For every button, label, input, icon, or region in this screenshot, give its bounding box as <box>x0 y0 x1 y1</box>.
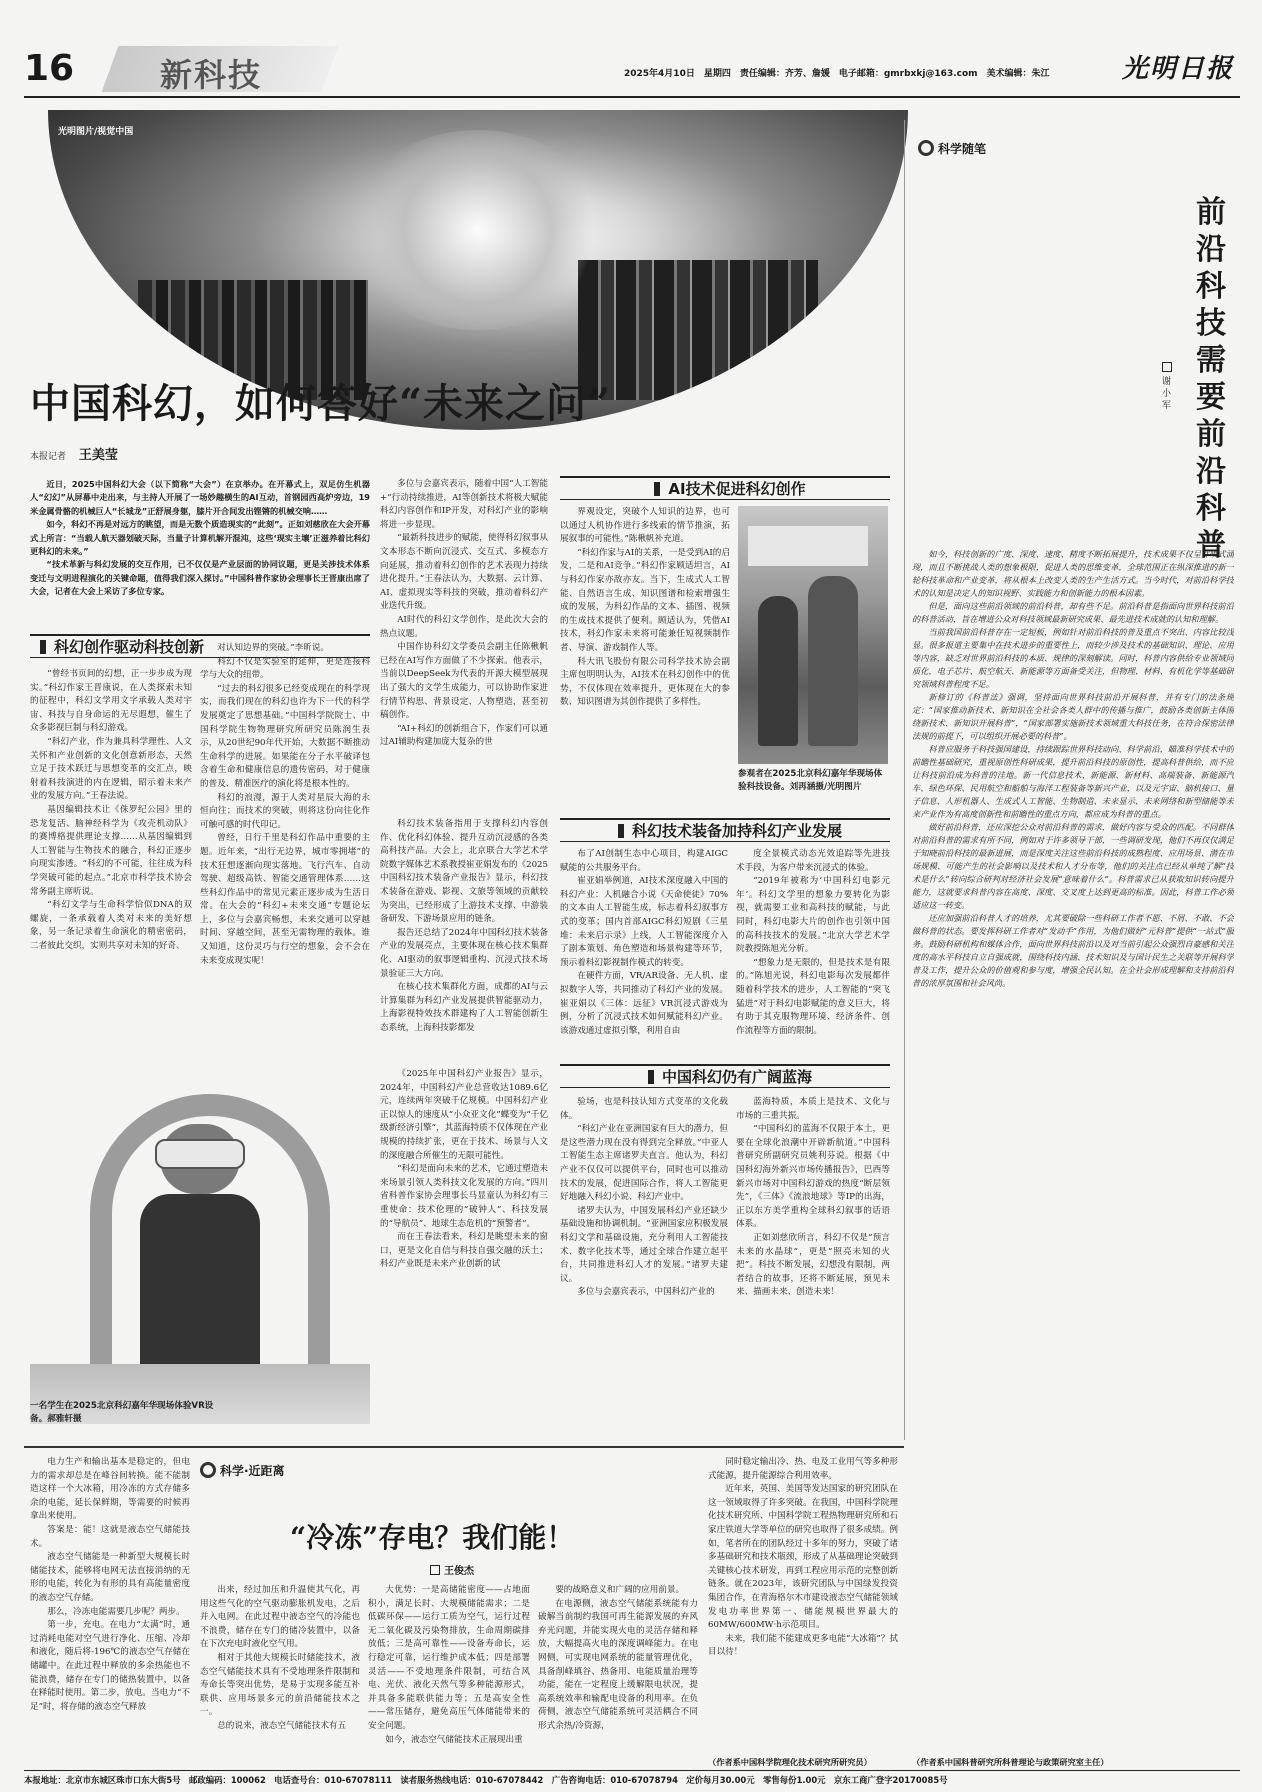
s3c1-p2: 报告还总结了2024年中国科幻技术装备产业的发展亮点，主要体现在核心技术集群化、AI驱动的叙事逻辑重构、沉浸式技术场景验证三大方向。 <box>380 927 548 979</box>
hero-photo-credit: 光明图片/视觉中国 <box>58 127 134 137</box>
s1c1-p1: “曾经书页间的幻想，正一步步成为现实。”科幻作家王晋康说，在人类探索未知的征程中，科幻文学用文字承载人类对宇宙、科技与自身命运的无尽遐想，催生了众多影视巨制与科幻游戏。 <box>30 669 192 734</box>
s3c1-p1: 科幻技术装备指用于支撑科幻内容创作、优化科幻体验、提升互动沉浸感的各类高科技产品。大会上，北京联合大学艺术学院数字媒体艺术系教授崔亚娟发布的《2025中国科幻技术装备产业报告》显示，科幻技术装备在游戏、影视、文旅等领域的贡献较为突出，已经形成了上游技术支撑、中游装备研发、下游场景应用的链条。 <box>380 819 548 925</box>
masthead-rule <box>24 96 1240 98</box>
section-title: 新科技 <box>160 56 263 94</box>
s1c2-p3: “过去的科幻很多已经变成现在的科学现实，而我们现在的科幻也许为下一代的科学发展奠定了思想基础。”中国科学院院士、中国科学院生物物理研究所研究员陈润生表示，从20世纪90年代开始，大数据不断推动生命科学的进展。如果能在分子水平破译包含着生命和健康信息的遗传密码，对于健康的普及、精准医疗的演化将是根本性的。 <box>200 683 370 789</box>
s3-subhead <box>560 818 890 842</box>
s3c3-p2: “2019年被称为‘中国科幻电影元年’。科幻文学里的想象力要转化为影视，就需要工业和高科技的赋能，与此同时，科幻电影大片的创作也引领中国的高科技技术的发展。”北京大学艺术学院教授陈旭光分析。 <box>736 876 890 955</box>
newspaper-logo: 光明日报 <box>1122 54 1235 84</box>
s1c1-p4: “科幻文学与生命科学恰似DNA的双螺旋，一条承载着人类对未来的美好想象，另一条记录着生命演化的精密密码，二者彼此交织，实则共享对未知的好奇、 <box>30 900 192 951</box>
lead-paragraphs <box>30 478 370 628</box>
exhibition-photo-caption: 参观者在2025北京科幻嘉年华现场体验科技设备。刘再涵摄/光明图片 <box>738 769 883 792</box>
subhead-mark <box>654 482 660 496</box>
s4-subhead <box>560 1064 890 1088</box>
sidebar-p4: 新修订的《科普法》强调，坚持面向世界科技前沿开展科普，并有专门的法条规定：“国家推动新技术、新知识在全社会各类人群中的传播与推广，鼓励各类创新主体围绕新技术、新知识开展科普”，“国家部署实施新技术领域重大科技任务，在符合保密法律法规的前提下，可以组织开展必要的科普”。 <box>912 692 1234 741</box>
s1c1-p2: “科幻产业，作为兼具科学理性、人文关怀和产业创新的文化创意新形态，天然立足于技术跃迁与思想变革的交汇点，映射着科技演进的内在逻辑，昭示着未来产业的发展方向。”王春法说。 <box>30 736 192 802</box>
sidebar-p2: 但是，面向这些前沿领域的前沿科普，却有些不足。前沿科普是指面向世界科技前沿的科普活动，旨在增进公众对科技领域最新研究成果、最先进技术成就的认知和理解。 <box>912 601 1234 624</box>
author-box-icon <box>430 1565 440 1575</box>
s1c2-p4: 科幻的浪漫，源于人类对星辰大海的永恒向往；而技术的突破，则将这份向往化作可触可感的时代印记。 <box>200 792 370 830</box>
s2c1-p3: 科大讯飞股份有限公司科学技术协会副主席包明明认为，AI技术在科幻创作中的优势，不仅体现在效率提升，更体现在大的参数、知识图谱为其创作提供了多样性。 <box>560 656 730 708</box>
s2-column-1 <box>560 506 730 806</box>
photo-vr-headset <box>155 1139 245 1169</box>
sidebar-p1: 如今，科技创新的广度、深度、速度、精度不断拓展提升，技术成果不仅呈井喷式涌现，而且不断挑战人类的想象极限，促进人类的思维变革，全球范围正在纵深推进的新一轮科技革命和产业变革，将从根本上改变人类的生产生活方式。当今时代，对前沿科学技术的认知是决定人的知识视野、实践能力和创新能力的根本因素。 <box>912 549 1234 598</box>
bottom-author: 王俊杰 <box>444 1566 474 1577</box>
bm3-p1: 要的战略意义和广阔的应用前景。 <box>555 1585 685 1595</box>
footer-info: 本报地址：北京市东城区珠市口东大街5号 邮政编码：100062 电话查号台：010-67078111 读者服务热线电话：010-67078442 广告咨询电话：010-67078794 定价每月30.00元 零售每份1.00元 京东工商广登字20170085号 <box>24 1775 948 1785</box>
article-headline: 中国科幻，如何答好“未来之问” <box>30 380 612 427</box>
subhead-mark <box>40 640 46 654</box>
s1c3-p2: “最新科技进步的赋能，使得科幻叙事从文本形态不断向沉浸式、交互式、多模态方向延展，推动着科幻创作的艺术表现力持续进化提升。”王春法认为，大数据、云计算、AI、虚拟现实等科技的突破，推动着科幻产业迭代升级。 <box>380 533 548 612</box>
s1-column-1 <box>30 668 192 1058</box>
vr-photo-caption: 一名学生在2025北京科幻嘉年华现场体验VR设备。郝雅轩摄 <box>30 1401 214 1424</box>
photo-figure-a <box>758 596 798 746</box>
byline <box>30 444 118 463</box>
s4c1-p4: 多位与会嘉宾表示，中国科幻产业的 <box>577 1287 715 1298</box>
br-p3: 未来，我们能不能建成更多电能“大冰箱”？拭目以待！ <box>708 1633 898 1658</box>
sidebar-p7: 还应加强前沿科普人才的培养，尤其要破除一些科研工作者不愿、不屑、不敢、不会做科普的状态。要发挥科研工作者对“发动手”作用，为他们做好“元科普”提供“一站式”服务。鼓励科研机构和媒体合作，面向世界科技前沿以及对当前引起公众强烈自豪感和关注度的高水平科技自立自强成就，围绕科技内涵、技术知识及与国计民生之关联等开展科学普及工作，提升公众的价值观和参与度，增强全民认知。在全社会形成理解和支持前沿科普的浓厚氛围和社会风尚。 <box>912 913 1234 988</box>
s4c1-p2: “科幻产业在亚洲国家有巨大的潜力，但是这些潜力现在没有得到完全释放。”中亚人工智能生态主席诸罗夫直言。他认为，科幻产业不仅仅可以提供平台，同时也可以推动技术的发展，促进国际合作，将人工智能更好地融入科幻小说、科幻产业中。 <box>560 1124 728 1203</box>
sidebar-author <box>1162 362 1176 412</box>
bm1-p2: 相对于其他大规模长时储能技术，液态空气储能技术具有不受地理条件限制和寿命长等突出优势，是易于实现多能互补联供、应用场景多元的前沿储能技术之一。 <box>200 1652 360 1718</box>
bm2-p2: 如今，液态空气储能技术正展现出重 <box>385 1734 523 1745</box>
bl-p5: 第一步，充电。在电力“太满”时，通过消耗电能对空气进行净化、压缩、冷却和液化，随后将-196℃的液态空气存储在储罐中。在此过程中释放的多余热能也不能浪费，储存在专门的储热装置中，以备在释能时使用。第二步，放电。当电力“不足”时，将存储的液态空气释放 <box>30 1620 190 1712</box>
bottom-mid-column-3 <box>538 1584 698 1754</box>
sidebar-p3: 当前我国前沿科普存在一定短板，例如针对前沿科技的普及重点不突出、内容比较浅显。很多报道主要集中在技术进步的重要性上，而较少涉及技术的基础知识、理论、应用等内容，缺乏对世界前沿科技的本质、规律的深刻解读。同时，科普内容供给专业领域同质化，电子芯片、航空航天、新能源等方面备受关注，但物理、材料、有机化学等基础研究领域科普程度不足。 <box>912 627 1234 689</box>
s4-column-1 <box>560 1096 728 1408</box>
br-p2: 近年来，英国、美国等发达国家的研究团队在这一领域取得了许多突破。在我国，中国科学院理化技术研究所、中国科学院工程热物理研究所和石家庄铁道大学等单位的研究也取得了很多成绩。例如，笔者所在的团队经过十多年的努力，突破了诸多基础研究和技术瓶颈，形成了从基础理论突破到关键核心技术研发，再到工程应用示范的完整创新链条。就在2023年，该研究团队与中国绿发投资集团合作，在青海格尔木市建设液态空气储能领域发电功率世界第一、储能规模世界最大的60MW/600MW·h示范项目。 <box>708 1484 898 1631</box>
bottom-mid-column-2 <box>368 1584 530 1754</box>
s1c2-p1: 对认知边界的突破。”李昕说。 <box>217 643 330 653</box>
s4c2-p1: 蓝海特质，本质上是技术、文化与市场的三重共振。 <box>736 1097 890 1121</box>
sidebar-p6: 做好前沿科普，还应深挖公众对前沿科普的需求，做好内容与受众的匹配。不同群体对前沿科普的需求有所不同，例如对于许多领导干部，一些调研发现，他们不再仅仅满足于知晓前沿科技的最新进展，而是深度关注这些前沿科技的成熟程度、应用场景、潜在市场规模、可能产生的社会影响以及技术和人才分布等，他们的关注点已经从单纯了解“技术是什么”转向综合研判对经济社会发展“意味着什么”。科普需求已从获取知识转向提升能力，这就要求科普内容在高度、深度、交叉度上达到更高的标准。因此，科普工作必须适应这一转变。 <box>912 822 1234 910</box>
bm1-p3: 总的说来，液态空气储能技术有五 <box>217 1720 347 1731</box>
subhead-mark <box>618 824 624 838</box>
s4c2-p2: “中国科幻的蓝海不仅限于本土，更要在全球化浪潮中开辟新航道。”中国科普研究所副研究员姚利芬说。根据《中国科幻海外新兴市场传播报告》，巴西等新兴市场对中国科幻游戏的热度“断层领先”，《三体》《流浪地球》等IP的出海，正以东方美学重构全球科幻叙事的话语体系。 <box>736 1124 890 1230</box>
s4-title: 中国科幻仍有广阔蓝海 <box>661 1068 812 1086</box>
bm3-p2: 在电源侧，液态空气储能系统能有力破解当前制约我国可再生能源发展的弃风弃光问题，并能实现火电的灵活存储和释放，大幅提高火电的深度调峰能力。在电网侧，可实现电网系统的能量管理优化，具备削峰填谷、热备用、电能质量治理等功能，能在一定程度上缓解限电状况，提高系统效率和输配电设备的利用率。在负荷侧，液态空气储能系统可灵活耦合不同形式余热/冷资源， <box>538 1598 698 1731</box>
lead-p3: “技术革新与科幻发展的交互作用，已不仅仅是产业层面的协同议题，更是关涉技术体系变迁与文明进程演化的关键命题，值得我们深入探讨。”中国科普作家协会理事长王晋康出席了大会，记者在大会上采访了多位专家。 <box>30 559 370 597</box>
br-p1: 同时稳定输出冷、热、电及工业用气等多种形式能源，提升能源综合利用效率。 <box>708 1457 898 1481</box>
s4c2-p3: 正如刘慈欣所言，科幻不仅是“预言未来的水晶球”，更是“照亮未知的火把”。科技不断发展，幻想没有限制，两者结合的故事，还将不断延展，预见未来、描画未来、创造未来！ <box>736 1232 890 1298</box>
masthead <box>0 0 1262 120</box>
s1c2-p2: 科幻不仅是实验室的延伸，更是连接科学与大众的纽带。 <box>200 656 370 681</box>
bl-p4: 那么，冷冻电能需要几步呢？两步。 <box>47 1606 185 1617</box>
sidebar-p5: 科普应服务于科技强国建设，持续跟踪世界科技动向、科学前沿，瞄准科学技术中的前瞻性基础研究，重视原创性科研成果，提升前沿科技的原创性，提高科普供给，而不应让科技前沿成为科普的洼地。新一代信息技术、新能源、新材料、高端装备、新能源汽车、绿色环保、民用航空和船舶与海洋工程装备等新兴产业，以及元宇宙、脑机接口、量子信息、人形机器人、生成式人工智能、生物制造、未来显示、未来网络和新型储能等未来产业作为有高度创新性和前瞻性的重点方向，都应成为科普的重点。 <box>912 744 1234 819</box>
exhibition-photo <box>738 506 888 764</box>
sidebar-tag <box>918 140 986 157</box>
s3c2-p3: 在硬件方面，VR/AR设备、无人机、虚拟数字人等，共同推动了科幻产业的发展。崔亚娟以《三体：远征》VR沉浸式游戏为例，分析了沉浸式技术如何赋能科幻产业。该游戏通过虚拟引擎，利用自由 <box>560 971 728 1036</box>
sidebar-tag-icon <box>918 140 934 156</box>
s4c0-p2: “科幻是面向未来的艺术，它通过塑造未来场景引领人类科技文化发展的方向。”四川省科普作家协会理事长马显童认为科幻有三重使命：技术伦理的“破钟人”、科技发展的“导航员”、地球生态危机的“预警者”。 <box>380 1164 548 1229</box>
sidebar-title: 前沿科技需要前沿科普 <box>1196 195 1226 563</box>
bottom-byline <box>430 1562 474 1577</box>
s1-column-2 <box>200 642 370 1062</box>
bottom-tag <box>200 1462 285 1479</box>
s1c3-p3: AI时代的科幻文学创作，是此次大会的热点议题。 <box>380 614 548 639</box>
bottom-left-column <box>30 1456 190 1756</box>
photo-screen <box>748 526 868 566</box>
author-box-icon <box>1162 362 1172 372</box>
s4-column-0 <box>380 1068 548 1408</box>
bm1-p1: 出来，经过加压和升温使其气化，再用这些气化的空气驱动膨胀机发电，之后并入电网。在此过程中液态空气的冷能也不浪费，储存在专门的储冷装置中，以备在下次充电时液化空气用。 <box>200 1585 360 1650</box>
bottom-rule <box>24 1446 904 1448</box>
s2-subhead <box>560 476 890 500</box>
s4c0-p1: 《2025年中国科幻产业报告》显示，2024年，中国科幻产业总营收达1089.6亿元，连续两年突破千亿规模。中国科幻产业正以惊人的速度从“小众亚文化”蝶变为“千亿级新经济引擎”，其蓝海特质不仅体现在产业规模的持续扩张，更在于技术、场景与人文的深度融合所催生的无限可能性。 <box>380 1069 548 1161</box>
s3-column-2 <box>560 848 728 1062</box>
s3-column-3 <box>736 848 890 1062</box>
s2c1-p2: “科幻作家与AI的关系，一是受到AI的启发，二是和AI竞争。”科幻作家顾适坦言，AI与科幻作家亦敌亦友。当下，生成式人工智能、自然语言生成、知识图谱和检索增强生成的发展，为科幻作品的文本、插图、视频的生成技术提供了便利。顾适认为，凭借AI技术，科幻作家未来将可能兼任短视频制作者、导演、游戏制作人等。 <box>560 547 730 653</box>
byline-label: 本报记者 <box>30 452 67 462</box>
s3c3-p1: 度全景模式动态光效追踪等先进技术手段，为客户带来沉浸式的体验。 <box>736 849 890 873</box>
s4c0-p3: 而在王春法看来，科幻是眺望未来的窗口，更是文化自信与科技自强交融的沃土；科幻产业既是未来产业创新的试 <box>380 1232 548 1270</box>
bottom-author-note: （作者系中国科学院理化技术研究所研究员） <box>708 1757 872 1767</box>
date-line: 2025年4月10日 星期四 责任编辑：齐芳、詹媛 电子邮箱：gmrbxkj@163.com 美术编辑：朱江 <box>624 69 1050 79</box>
bl-p2: 答案是：能！这就是液态空气储能技术。 <box>30 1524 190 1549</box>
s2-title: AI技术促进科幻创作 <box>668 480 806 498</box>
s4c1-p3: 诸罗夫认为，中国发展科幻产业还缺少基础设施和协调机制。“亚洲国家应积极发展科幻文学和基础设施，充分利用人工智能技术、数字化技术等，通过全球合作建立起平台，共同推进科幻人才的发展。”诸罗夫建议。 <box>560 1205 728 1284</box>
s1-title: 科幻创作驱动科技创新 <box>54 638 205 656</box>
s3c2-p1: 布了AI创制生态中心项目，构建AIGC赋能的公共服务平台。 <box>560 849 728 873</box>
s4-column-2 <box>736 1096 890 1408</box>
lead-p2: 如今，科幻不再是对远方的眺望，而是无数个质造现实的“此刻”。正如刘慈欣在大会开幕式上所言：“当载人航天器划破天际，当量子计算机解开混沌，这些‘现实主壤’正滋养着比科幻更科幻的未来。” <box>30 519 370 557</box>
bottom-headline: “冷冻”存电？我们能！ <box>290 1521 575 1554</box>
sidebar-tag-label: 科学随笔 <box>938 142 987 156</box>
bl-p3: 液态空气储能是一种新型大规模长时储能技术，能够将电网无法直接消纳的无形的电能，转化为有形的具有高能量密度的液态空气存储。 <box>30 1552 190 1603</box>
bl-p1: 电力生产和输出基本是稳定的，但电力的需求却总是在峰谷间转换。能不能制造这样一个大冰箱，用冷冻的方式存储多余的电能，延长保鲜期，等需要的时候再拿出来使用。 <box>30 1457 190 1522</box>
hero-city-right <box>578 260 818 400</box>
s3c1-p3: 在核心技术集群化方面，成都的AI与云计算集群为科幻产业发展提供智能驱动力，上海影视特效技术群建构了人工智能创新生态系统，上海科技影都发 <box>380 982 548 1033</box>
bottom-mid-column-1 <box>200 1584 360 1754</box>
sidebar-author-note: （作者系中国科普研究所科普理论与政策研究室主任） <box>912 1757 1109 1767</box>
bottom-tag-label: 科学·近距离 <box>220 1464 285 1478</box>
bottom-right-column <box>708 1456 898 1748</box>
sidebar-author-name: 谢小军 <box>1162 377 1172 411</box>
photo-figure-b <box>808 576 858 746</box>
sidebar-divider <box>904 120 905 1440</box>
sidebar-body <box>912 548 1234 1368</box>
bottom-tag-icon <box>200 1462 216 1478</box>
footer-rule <box>24 1770 1240 1771</box>
s3-column-1 <box>380 818 548 1058</box>
hero-nebula <box>348 130 608 330</box>
s1c2-p5: 曾经，日行千里是科幻作品中重要的主题。近年来，“出行无边界，城市零拥堵”的技术狂想逐渐向现实落地。飞行汽车、自动驾驶、超级高铁、智能交通管理体系……这些科幻作品中的常见元素正逐步成为生活日常。在大会的“科幻+未来交通”专题论坛上，多位与会嘉宾畅想，未来交通可以穿越时间、穿越空间，甚至无需物理的载体。谁又知道，这份灵巧与行空的想象，会不会在未来变成现实呢！ <box>200 833 370 966</box>
page-number: 16 <box>24 48 75 89</box>
s3c2-p2: 崔亚娟举例道，AI技术深度融入中国的科幻产业：人机融合小说《天命使徒》70%的文本由人工智能生成，标志着科幻叙事方式的变革；国内首部AIGC科幻短剧《三星堆：未来启示录》上线，人工智能深度介入了剧本策划、角色塑造和场景构建等环节，预示着科幻影视制作模式的转变。 <box>560 876 728 968</box>
s1-column-3 <box>380 478 548 808</box>
s1c3-p5: “AI+科幻的创新组合下，作家们可以通过AI辅助构建加庞大复杂的世 <box>380 723 548 748</box>
byline-name: 王美莹 <box>78 448 118 463</box>
s1c3-p4: 中国作协科幻文学委员会副主任陈楸帆已经在AI写作方面做了不少探索。他表示，当前以DeepSeek为代表的开源大模型展现出了强大的文学生成能力，可以协助作家进行情节构思、背景设定、人物塑造，甚至初稿创作。 <box>380 642 548 721</box>
lead-p1: 近日，2025中国科幻大会（以下简称“大会”）在京举办。在开幕式上，双足仿生机器人“幻幻”从屏幕中走出来，与主持人开展了一场妙趣横生的AI互动，首钢园西高炉旁边，19米金属骨骼的机械巨人“长城龙”正舒展身躯，膝片开合间发出铿锵的机械交响…… <box>30 479 370 516</box>
bm2-p1: 大优势：一是高储能密度——占地面积小，满足长时、大规模储能需求；二是低碳环保——运行工质为空气，运行过程无二氧化碳及污染物排放，生命周期碳排放低；三是高可靠性——设备寿命长，运行稳定可靠，运行维护成本低；四是部署灵活——不受地理条件限制，可结合风电、光伏、液化天然气等多种能源形式，并具备多能联供能力等；五是高安全性——常压储存，避免高压气体储能带来的安全问题。 <box>368 1585 530 1731</box>
vr-student-photo <box>30 1064 370 1424</box>
s3-title: 科幻技术装备加持科幻产业发展 <box>631 822 842 840</box>
s3c3-p3: “想象力是无限的，但是技术是有限的。”陈旭光说，科幻电影每次发展都伴随着科学技术的进步，人工智能的“突飞猛进”对于科幻电影赋能的意义巨大，将有助于其克服物理环境、经济条件、创作流程等方面的限制。 <box>736 957 890 1036</box>
s1c3-p1: 多位与会嘉宾表示，随着中国“人工智能+”行动持续推进，AI等创新技术将极大赋能科幻内容创作和IP开发，对科幻产业的影响将进一步显现。 <box>380 479 548 530</box>
s4c1-p1: 验场，也是科技认知方式变革的文化载体。 <box>560 1097 728 1121</box>
s1c1-p3: 基因编辑技术让《侏罗纪公园》里的恐龙复活、脑神经科学为《攻壳机动队》的赛博格提供理论支撑……从基因编辑到人工智能与生物技术的融合，科幻正逐步向现实渗透。“科幻的不可能，往往成为科学突破可能的起点。”北京市科学技术协会常务副主席听说。 <box>30 804 192 897</box>
subhead-mark <box>648 1070 654 1084</box>
s2c1-p1: 界观设定，突破个人知识的边界，也可以通过人机协作进行多线索的情节推演，拓展叙事的可能性。”陈楸帆补充道。 <box>560 507 730 545</box>
